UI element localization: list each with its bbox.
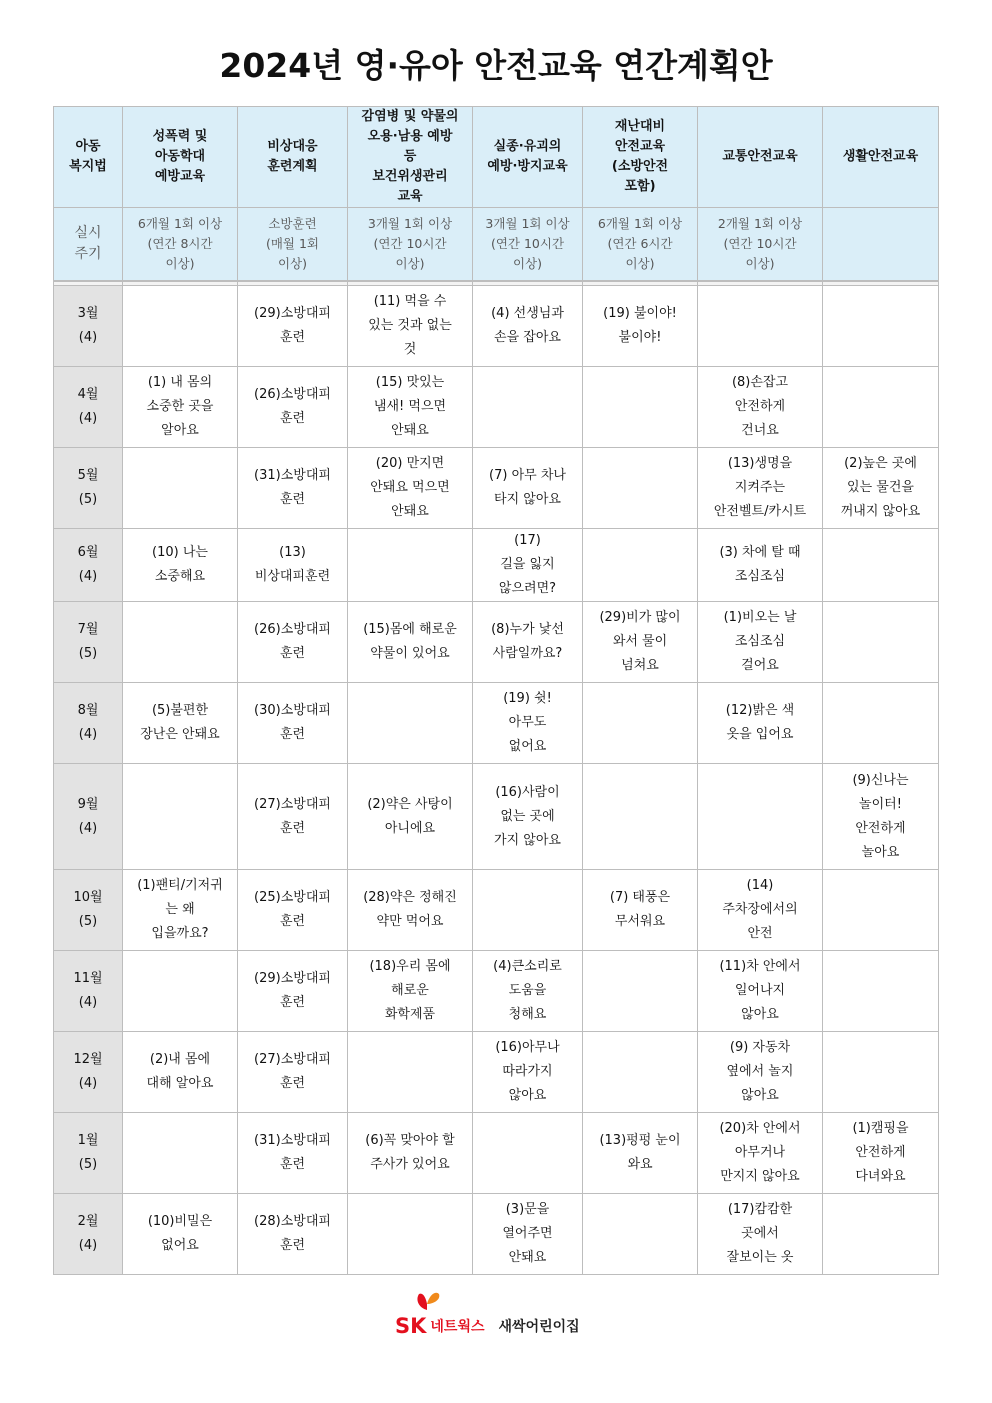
plan-cell: (20)차 안에서 아무거나 만지지 않아요 [698, 1113, 823, 1194]
month-cell: 10월 (5) [54, 870, 123, 951]
column-header: 아동 복지법 [54, 107, 123, 208]
plan-cell: (4)큰소리로 도움을 청해요 [473, 951, 583, 1032]
plan-cell: (5)불편한 장난은 안돼요 [123, 683, 238, 764]
column-header: 생활안전교육 [823, 107, 939, 208]
plan-cell: (13)펑펑 눈이 와요 [583, 1113, 698, 1194]
plan-cell [583, 1032, 698, 1113]
plan-cell: (2)내 몸에 대해 알아요 [123, 1032, 238, 1113]
plan-cell: (3) 차에 탈 때 조심조심 [698, 529, 823, 602]
plan-cell [348, 1194, 473, 1275]
brand-sk: SK [395, 1314, 427, 1338]
footer-logo [395, 1306, 580, 1346]
plan-cell: (28)소방대피 훈련 [238, 1194, 348, 1275]
plan-cell: (4) 선생님과 손을 잡아요 [473, 286, 583, 367]
plan-cell [823, 286, 939, 367]
plan-cell: (27)소방대피 훈련 [238, 764, 348, 870]
month-cell: 8월 (4) [54, 683, 123, 764]
plan-cell [473, 367, 583, 448]
table-row [54, 683, 939, 764]
plan-cell: (18)우리 몸에 해로운 화학제품 [348, 951, 473, 1032]
plan-cell: (31)소방대피 훈련 [238, 1113, 348, 1194]
plan-cell: (15)몸에 해로운 약물이 있어요 [348, 602, 473, 683]
plan-cell: (25)소방대피 훈련 [238, 870, 348, 951]
plan-cell: (19) 쉿! 아무도 없어요 [473, 683, 583, 764]
plan-cell [823, 602, 939, 683]
plan-cell [348, 683, 473, 764]
plan-cell: (12)밝은 색 옷을 입어요 [698, 683, 823, 764]
plan-cell [123, 286, 238, 367]
plan-cell [123, 448, 238, 529]
plan-cell: (16)아무나 따라가지 않아요 [473, 1032, 583, 1113]
plan-cell: (1)캠핑을 안전하게 다녀와요 [823, 1113, 939, 1194]
plan-cell [698, 764, 823, 870]
column-header: 감염병 및 약물의 오용·남용 예방 등 보건위생관리 교육 [348, 107, 473, 208]
table-row [54, 1032, 939, 1113]
plan-cell: (1)비오는 날 조심조심 걸어요 [698, 602, 823, 683]
plan-cell: (16)사람이 없는 곳에 가지 않아요 [473, 764, 583, 870]
period-row [54, 208, 939, 282]
plan-cell [698, 286, 823, 367]
column-header: 성폭력 및 아동학대 예방교육 [123, 107, 238, 208]
table-row [54, 367, 939, 448]
period-cell: 2개월 1회 이상 (연간 10시간 이상) [698, 208, 823, 282]
plan-cell [583, 764, 698, 870]
plan-cell [583, 1194, 698, 1275]
table-row [54, 951, 939, 1032]
plan-cell: (17)캄캄한 곳에서 잘보이는 옷 [698, 1194, 823, 1275]
table-row [54, 1194, 939, 1275]
period-label: 실시 주기 [54, 208, 123, 282]
plan-cell [823, 367, 939, 448]
plan-cell: (30)소방대피 훈련 [238, 683, 348, 764]
plan-cell: (19) 불이야! 불이야! [583, 286, 698, 367]
month-cell: 11월 (4) [54, 951, 123, 1032]
month-cell: 3월 (4) [54, 286, 123, 367]
month-cell: 2월 (4) [54, 1194, 123, 1275]
period-cell: 3개월 1회 이상 (연간 10시간 이상) [473, 208, 583, 282]
period-cell: 소방훈련 (매월 1회 이상) [238, 208, 348, 282]
plan-cell: (2)약은 사탕이 아니에요 [348, 764, 473, 870]
plan-cell: (11)차 안에서 일어나지 않아요 [698, 951, 823, 1032]
table-row [54, 529, 939, 602]
plan-cell: (11) 먹을 수 있는 것과 없는 것 [348, 286, 473, 367]
plan-cell: (31)소방대피 훈련 [238, 448, 348, 529]
plan-cell [583, 683, 698, 764]
plan-cell [473, 870, 583, 951]
month-cell: 4월 (4) [54, 367, 123, 448]
plan-cell: (10)비밀은 없어요 [123, 1194, 238, 1275]
plan-cell [823, 1194, 939, 1275]
plan-cell: (9) 자동차 옆에서 놀지 않아요 [698, 1032, 823, 1113]
plan-cell [583, 367, 698, 448]
column-header: 실종·유괴의 예방·방지교육 [473, 107, 583, 208]
month-cell: 12월 (4) [54, 1032, 123, 1113]
table-row [54, 764, 939, 870]
table-row [54, 870, 939, 951]
plan-cell: (14) 주차장에서의 안전 [698, 870, 823, 951]
brand-networks: 네트웍스 [430, 1319, 485, 1335]
period-cell: 3개월 1회 이상 (연간 10시간 이상) [348, 208, 473, 282]
page-title: 2024년 영·유아 안전교육 연간계획안 [219, 46, 773, 85]
plan-cell: (20) 만지면 안돼요 먹으면 안돼요 [348, 448, 473, 529]
month-cell: 1월 (5) [54, 1113, 123, 1194]
plan-cell: (6)꼭 맞아야 할 주사가 있어요 [348, 1113, 473, 1194]
plan-cell: (7) 아무 차나 타지 않아요 [473, 448, 583, 529]
column-header: 교통안전교육 [698, 107, 823, 208]
plan-cell: (27)소방대피 훈련 [238, 1032, 348, 1113]
plan-cell: (3)문을 열어주면 안돼요 [473, 1194, 583, 1275]
table-header-row [54, 107, 939, 208]
plan-cell: (28)약은 정해진 약만 먹어요 [348, 870, 473, 951]
plan-cell: (13)생명을 지켜주는 안전벨트/카시트 [698, 448, 823, 529]
plan-cell: (15) 맛있는 냄새! 먹으면 안돼요 [348, 367, 473, 448]
plan-cell: (10) 나는 소중해요 [123, 529, 238, 602]
plan-cell [348, 529, 473, 602]
plan-cell [123, 951, 238, 1032]
table-row [54, 448, 939, 529]
table-row [54, 286, 939, 367]
plan-cell: (8)누가 낯선 사람일까요? [473, 602, 583, 683]
plan-cell: (1)팬티/기저귀 는 왜 입을까요? [123, 870, 238, 951]
plan-cell: (8)손잡고 안전하게 건너요 [698, 367, 823, 448]
table-row [54, 602, 939, 683]
plan-cell: (26)소방대피 훈련 [238, 367, 348, 448]
annual-plan-table [53, 106, 939, 1275]
plan-cell [583, 951, 698, 1032]
column-header: 비상대응 훈련계획 [238, 107, 348, 208]
month-cell: 7월 (5) [54, 602, 123, 683]
plan-cell [123, 764, 238, 870]
plan-cell: (29)소방대피 훈련 [238, 286, 348, 367]
plan-cell: (7) 태풍은 무서워요 [583, 870, 698, 951]
period-cell [823, 208, 939, 282]
plan-cell: (29)소방대피 훈련 [238, 951, 348, 1032]
plan-cell: (2)높은 곳에 있는 물건을 꺼내지 않아요 [823, 448, 939, 529]
plan-cell [123, 602, 238, 683]
month-cell: 5월 (5) [54, 448, 123, 529]
plan-cell [473, 1113, 583, 1194]
table-row [54, 1113, 939, 1194]
plan-cell [823, 870, 939, 951]
plan-cell [823, 951, 939, 1032]
plan-cell: (13) 비상대피훈련 [238, 529, 348, 602]
month-cell: 6월 (4) [54, 529, 123, 602]
month-cell: 9월 (4) [54, 764, 123, 870]
plan-cell [583, 448, 698, 529]
period-cell: 6개월 1회 이상 (연간 6시간 이상) [583, 208, 698, 282]
column-header: 재난대비 안전교육 (소방안전 포함) [583, 107, 698, 208]
plan-cell [823, 1032, 939, 1113]
plan-cell [123, 1113, 238, 1194]
sk-butterfly-icon [413, 1290, 441, 1314]
plan-cell: (17) 길을 잃지 않으려면? [473, 529, 583, 602]
plan-cell [823, 529, 939, 602]
plan-cell: (9)신나는 놀이터! 안전하게 놀아요 [823, 764, 939, 870]
plan-cell [348, 1032, 473, 1113]
plan-cell: (1) 내 몸의 소중한 곳을 알아요 [123, 367, 238, 448]
plan-cell [823, 683, 939, 764]
plan-cell: (26)소방대피 훈련 [238, 602, 348, 683]
daycare-name: 새싹어린이집 [498, 1319, 580, 1335]
plan-cell: (29)비가 많이 와서 물이 넘쳐요 [583, 602, 698, 683]
plan-cell [583, 529, 698, 602]
period-cell: 6개월 1회 이상 (연간 8시간 이상) [123, 208, 238, 282]
